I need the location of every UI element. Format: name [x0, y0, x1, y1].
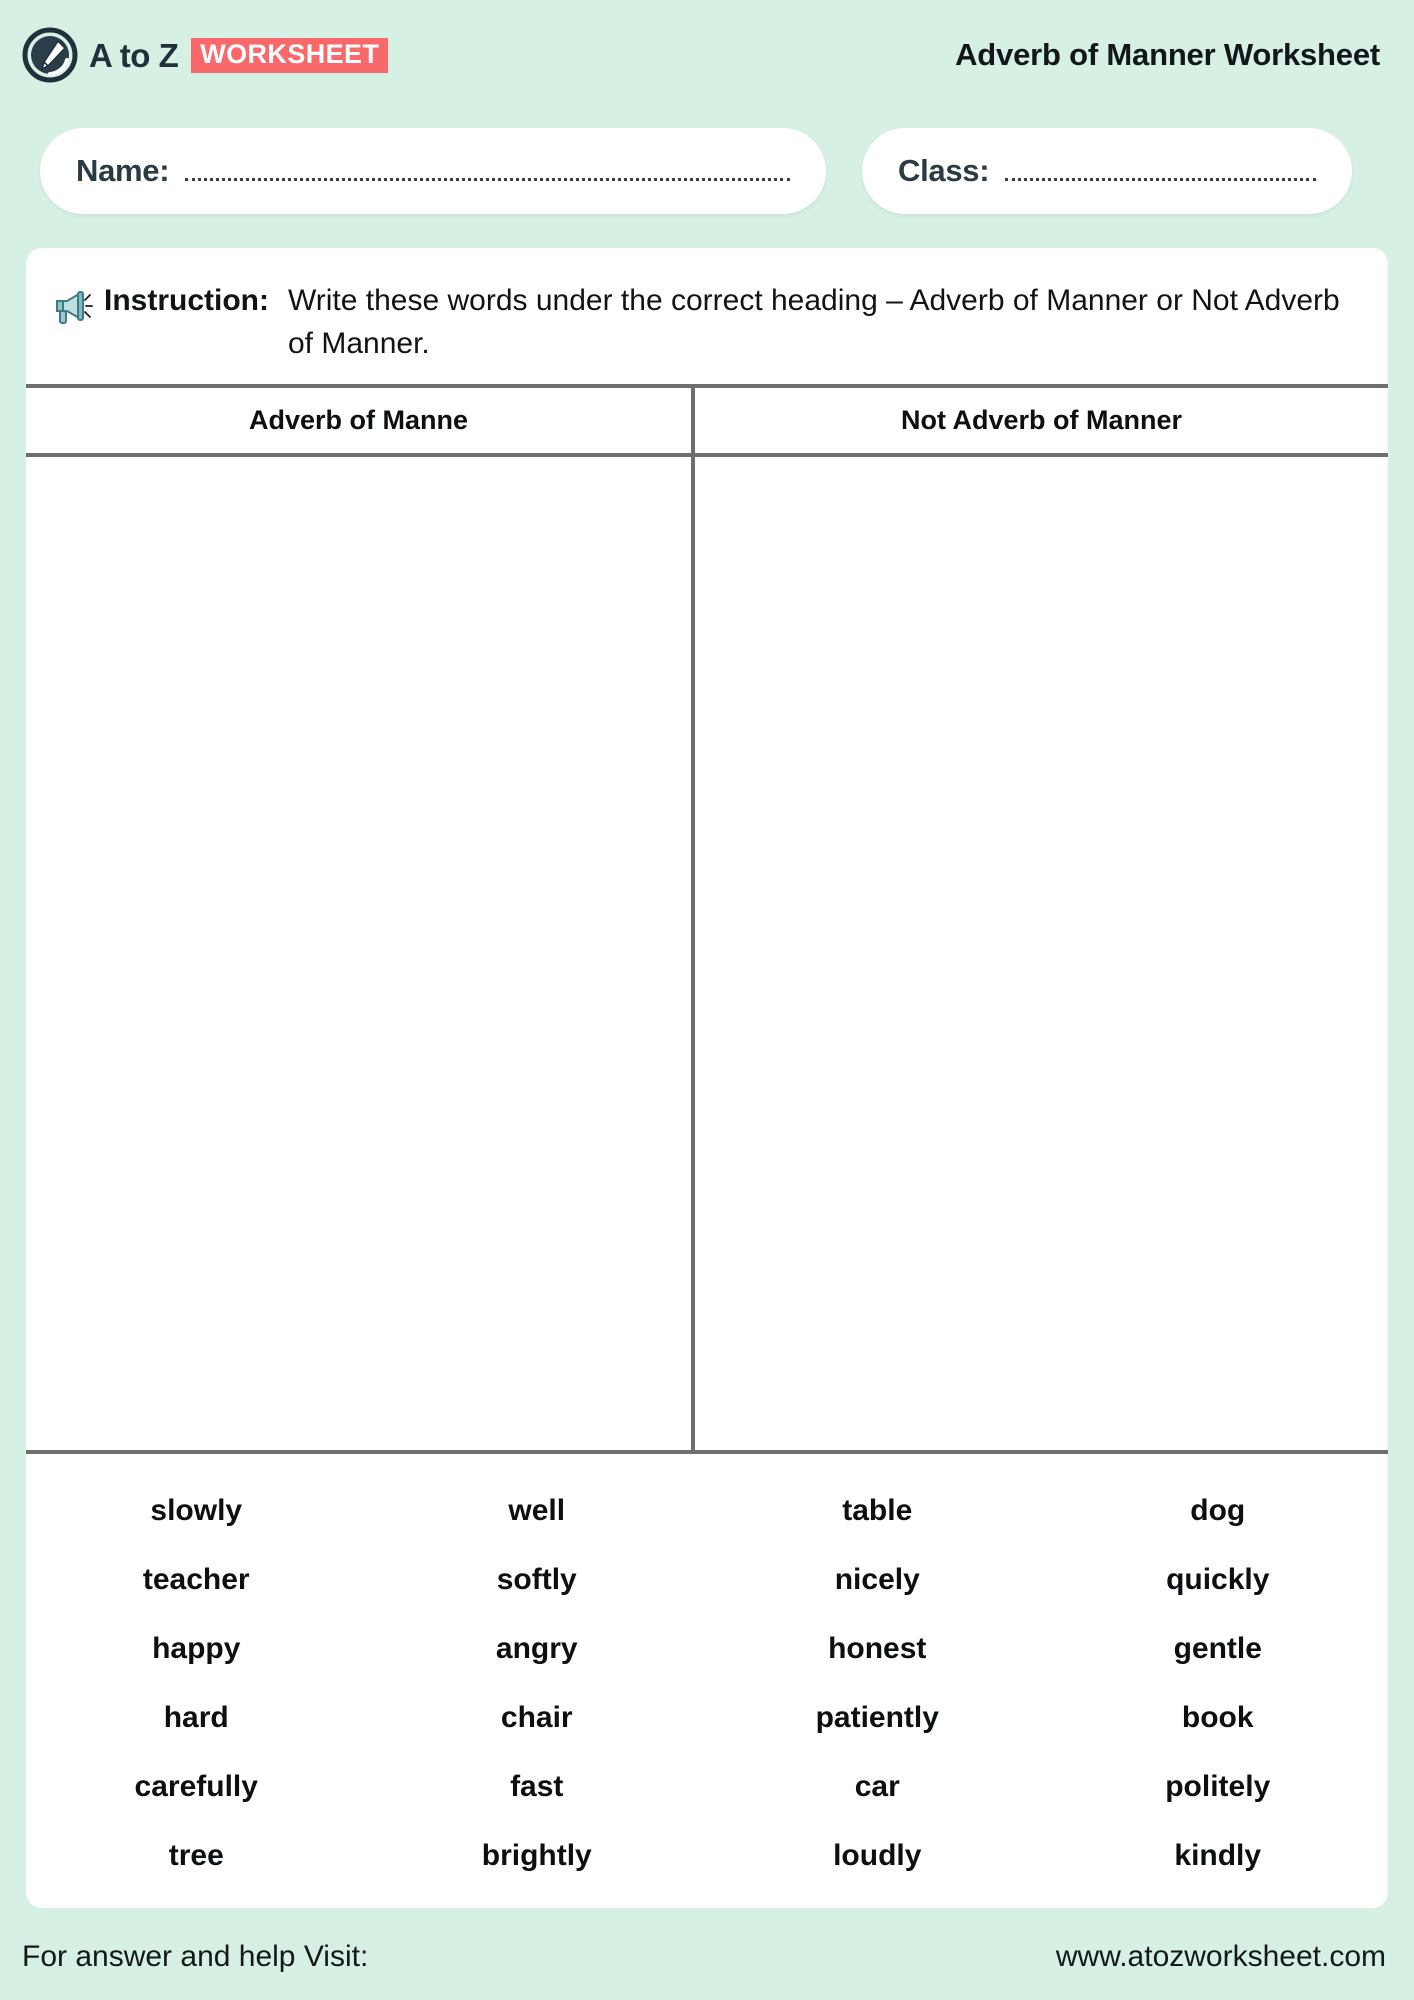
word-bank-word[interactable]: tree: [168, 1838, 224, 1872]
word-bank-row: [26, 1545, 1388, 1614]
answer-area-not-adverb-of-manner[interactable]: [695, 457, 1388, 1454]
class-write-line[interactable]: [1005, 178, 1316, 181]
brand-tag: WORKSHEET: [191, 38, 388, 73]
instruction-text: Write these words under the correct heading – Adverb of Manner or Not Adverb of Manner.: [288, 284, 1340, 360]
word-bank-word[interactable]: table: [842, 1493, 913, 1527]
name-field[interactable]: [40, 128, 826, 214]
word-bank-word[interactable]: hard: [163, 1700, 229, 1734]
page-title: Adverb of Manner Worksheet: [955, 37, 1380, 72]
word-bank-word[interactable]: car: [854, 1769, 900, 1803]
table-header-row: [26, 388, 1388, 457]
class-field[interactable]: [862, 128, 1352, 214]
footer-website-link[interactable]: www.atozworksheet.com: [1055, 1940, 1386, 1973]
word-bank: [26, 1462, 1388, 1890]
megaphone-icon: [52, 288, 94, 326]
word-bank-row: [26, 1752, 1388, 1821]
word-bank-word[interactable]: gentle: [1173, 1631, 1262, 1665]
word-bank-word[interactable]: patiently: [815, 1700, 939, 1734]
name-write-line[interactable]: [185, 178, 790, 181]
word-bank-word[interactable]: happy: [152, 1631, 241, 1665]
student-info-row: [0, 128, 1414, 214]
word-bank-row: [26, 1614, 1388, 1683]
word-bank-word[interactable]: teacher: [142, 1562, 250, 1596]
brand-logo: [22, 27, 388, 83]
word-bank-word[interactable]: loudly: [833, 1838, 922, 1872]
word-bank-row: [26, 1476, 1388, 1545]
word-bank-word[interactable]: quickly: [1166, 1562, 1270, 1596]
word-bank-word[interactable]: softly: [496, 1562, 577, 1596]
word-bank-word[interactable]: well: [508, 1493, 566, 1527]
column-header-adverb-of-manner: Adverb of Manne: [26, 388, 695, 453]
word-bank-row: [26, 1683, 1388, 1752]
page-footer: [0, 1930, 1414, 1984]
word-bank-word[interactable]: slowly: [150, 1493, 243, 1527]
column-header-not-adverb-of-manner: Not Adverb of Manner: [900, 405, 1182, 435]
instruction-label: Instruction:: [104, 284, 269, 317]
sorting-table: [26, 384, 1388, 1454]
word-bank-word[interactable]: book: [1181, 1700, 1254, 1734]
word-bank-word[interactable]: honest: [828, 1631, 927, 1665]
name-label: Name:: [76, 153, 170, 188]
instruction-block: [26, 248, 1388, 365]
table-body-row: [26, 457, 1388, 1454]
word-bank-word[interactable]: dog: [1190, 1493, 1246, 1527]
word-bank-word[interactable]: carefully: [134, 1769, 258, 1803]
word-bank-word[interactable]: politely: [1165, 1769, 1271, 1803]
word-bank-word[interactable]: chair: [500, 1700, 573, 1734]
pen-circle-logo-icon: [22, 27, 78, 83]
word-bank-word[interactable]: angry: [495, 1631, 578, 1665]
worksheet-card: [26, 248, 1388, 1908]
class-label: Class:: [898, 153, 990, 188]
footer-help-text: For answer and help Visit:: [22, 1940, 369, 1973]
page-header: [0, 0, 1414, 110]
word-bank-word[interactable]: nicely: [834, 1562, 920, 1596]
answer-area-adverb-of-manner[interactable]: [26, 457, 695, 1454]
brand-name: A to Z: [89, 36, 179, 74]
word-bank-row: [26, 1821, 1388, 1890]
word-bank-word[interactable]: brightly: [481, 1838, 592, 1872]
word-bank-word[interactable]: kindly: [1174, 1838, 1262, 1872]
word-bank-word[interactable]: fast: [510, 1769, 564, 1803]
